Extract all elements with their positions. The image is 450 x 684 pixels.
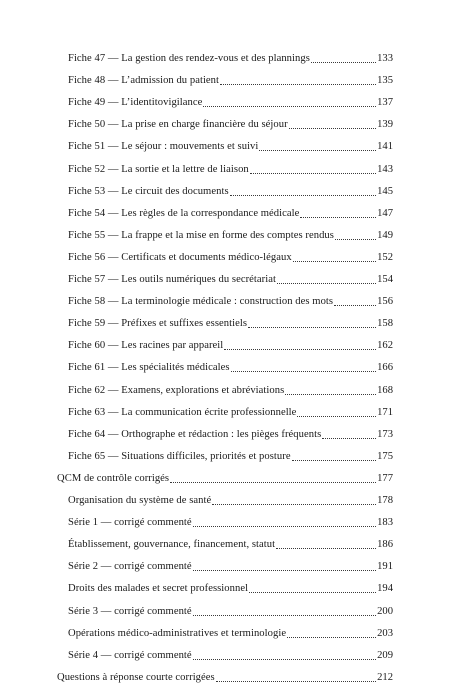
dot-leader (259, 150, 376, 151)
toc-entry-title: Fiche 59 — Préfixes et suffixes essentiels (68, 318, 248, 330)
toc-entry-page-number: 152 (377, 251, 393, 263)
toc-entry-title: Fiche 51 — Le séjour : mouvements et suivi (68, 141, 259, 153)
dot-leader (276, 548, 376, 549)
toc-entry-title: Fiche 52 — La sortie et la lettre de liaison (68, 163, 249, 175)
toc-entry-title: Fiche 49 — L’identitovigilance (68, 97, 203, 109)
dot-leader (297, 416, 376, 417)
toc-entry-page-number: 133 (377, 53, 393, 64)
toc-entry-page-number: 168 (377, 384, 393, 396)
toc-entry[interactable] (68, 379, 393, 397)
toc-entry-title: Fiche 55 — La frappe et la mise en forme des comptes rendus (68, 229, 334, 241)
toc-entry[interactable] (68, 180, 393, 198)
toc-entry[interactable] (68, 135, 393, 153)
toc-entry-title: Fiche 60 — Les racines par appareil (68, 340, 224, 352)
toc-entry-page-number: 209 (377, 649, 393, 661)
dot-leader (249, 592, 376, 593)
dot-leader (311, 62, 376, 63)
toc-entry[interactable] (68, 445, 393, 463)
toc-entry[interactable] (68, 334, 393, 352)
dot-leader (224, 349, 376, 350)
toc-entry-title: Fiche 58 — La terminologie médicale : construction des mots (68, 296, 334, 308)
toc-entry-title: Fiche 54 — Les règles de la correspondance médicale (68, 207, 300, 219)
dot-leader (203, 106, 376, 107)
dot-leader (193, 659, 376, 660)
toc-entry-title: Organisation du système de santé (68, 495, 212, 506)
dot-leader (230, 195, 376, 196)
toc-entry-title: Fiche 53 — Le circuit des documents (68, 185, 229, 197)
dot-leader (216, 681, 376, 682)
toc-entry[interactable] (68, 644, 393, 662)
toc-entry-title: Fiche 61 — Les spécialités médicales (68, 362, 230, 374)
toc-entry-page-number: 137 (377, 97, 393, 109)
toc-entry-page-number: 147 (377, 207, 393, 219)
toc-entry-page-number: 143 (377, 163, 393, 175)
toc-entry-title: Série 4 — corrigé commenté (68, 649, 192, 661)
toc-entry[interactable] (68, 423, 393, 441)
toc-entry-page-number: 203 (377, 627, 393, 639)
toc-entry-title: Fiche 50 — La prise en charge financière du séjour (68, 119, 288, 131)
toc-entry-page-number: 156 (377, 296, 393, 308)
dot-leader (292, 460, 377, 461)
toc-entry[interactable] (57, 666, 393, 684)
dot-leader (322, 438, 376, 439)
toc-entry-page-number: 162 (377, 340, 393, 352)
toc-entry-page-number: 186 (377, 539, 393, 551)
dot-leader (193, 615, 376, 616)
toc-entry-title: Établissement, gouvernance, financement, statut (68, 539, 276, 551)
dot-leader (300, 217, 376, 218)
dot-leader (293, 261, 376, 262)
toc-entry[interactable] (68, 268, 393, 286)
toc-entry-page-number: 166 (377, 362, 393, 374)
dot-leader (250, 173, 376, 174)
toc-entry-page-number: 171 (377, 406, 393, 418)
toc-entry[interactable] (68, 600, 393, 618)
toc-entry-title: Fiche 48 — L’admission du patient (68, 75, 220, 87)
toc-entry-page-number: 191 (377, 561, 393, 573)
toc-entry[interactable] (57, 467, 393, 485)
toc-entry-page-number: 149 (377, 229, 393, 241)
toc-entry[interactable] (68, 622, 393, 640)
toc-entry[interactable] (68, 69, 393, 87)
dot-leader (277, 283, 376, 284)
toc-entry[interactable] (68, 511, 393, 529)
toc-entry-page-number: 194 (377, 583, 393, 595)
toc-entry-title: Série 1 — corrigé commenté (68, 517, 192, 529)
toc-entry[interactable] (68, 91, 393, 109)
dot-leader (193, 526, 376, 527)
toc-entry-page-number: 173 (377, 428, 393, 440)
dot-leader (335, 239, 376, 240)
toc-entry-title: Fiche 62 — Examens, explorations et abréviations (68, 384, 285, 396)
toc-entry-title: Questions à réponse courte corrigées (57, 671, 215, 683)
toc-entry-page-number: 200 (377, 605, 393, 617)
toc-entry-page-number: 154 (377, 274, 393, 285)
toc-entry-page-number: 158 (377, 318, 393, 330)
dot-leader (334, 305, 376, 306)
toc-entry-title: Fiche 63 — La communication écrite professionnelle (68, 406, 297, 418)
toc-entry[interactable] (68, 290, 393, 308)
dot-leader (287, 637, 376, 638)
dot-leader (170, 482, 376, 483)
toc-entry-title: Fiche 65 — Situations difficiles, priorités et posture (68, 450, 291, 462)
toc-entry-title: Série 3 — corrigé commenté (68, 605, 192, 617)
toc-entry-page-number: 177 (377, 472, 393, 484)
toc-entry[interactable] (68, 356, 393, 374)
toc-entry[interactable] (68, 224, 393, 242)
dot-leader (193, 570, 376, 571)
toc-entry[interactable] (68, 47, 393, 65)
dot-leader (231, 371, 377, 372)
toc-entry[interactable] (68, 555, 393, 573)
toc-entry-title: Fiche 56 — Certificats et documents médico-légaux (68, 251, 292, 263)
toc-entry[interactable] (68, 401, 393, 419)
toc-entry[interactable] (68, 533, 393, 551)
toc-entry-page-number: 145 (377, 185, 393, 197)
toc-entry[interactable] (68, 202, 393, 220)
toc-entry[interactable] (68, 577, 393, 595)
toc-entry-title: Droits des malades et secret professionnel (68, 583, 249, 595)
toc-entry-page-number: 212 (377, 671, 393, 683)
toc-entry-title: Fiche 57 — Les outils numériques du secrétariat (68, 274, 276, 285)
toc-entry[interactable] (68, 489, 393, 507)
toc-entry-title: Opérations médico-administratives et terminologie (68, 627, 287, 639)
toc-entry-page-number: 175 (377, 450, 393, 462)
toc-entry-title: Fiche 64 — Orthographe et rédaction : les pièges fréquents (68, 428, 322, 440)
toc-entry-title: QCM de contrôle corrigés (57, 472, 170, 484)
dot-leader (285, 394, 376, 395)
dot-leader (212, 504, 376, 505)
toc-entry-page-number: 183 (377, 517, 393, 529)
toc-entry-title: Série 2 — corrigé commenté (68, 561, 192, 573)
toc-entry[interactable] (68, 246, 393, 264)
toc-entry-page-number: 139 (377, 119, 393, 131)
dot-leader (248, 327, 376, 328)
toc-entry-page-number: 178 (377, 495, 393, 506)
toc-entry[interactable] (68, 113, 393, 131)
toc-entry-page-number: 141 (377, 141, 393, 153)
dot-leader (220, 84, 376, 85)
toc-entry-page-number: 135 (377, 75, 393, 87)
toc-entry[interactable] (68, 312, 393, 330)
toc-entry-title: Fiche 47 — La gestion des rendez-vous et des plannings (68, 53, 310, 64)
toc-entry[interactable] (68, 158, 393, 176)
dot-leader (289, 128, 376, 129)
